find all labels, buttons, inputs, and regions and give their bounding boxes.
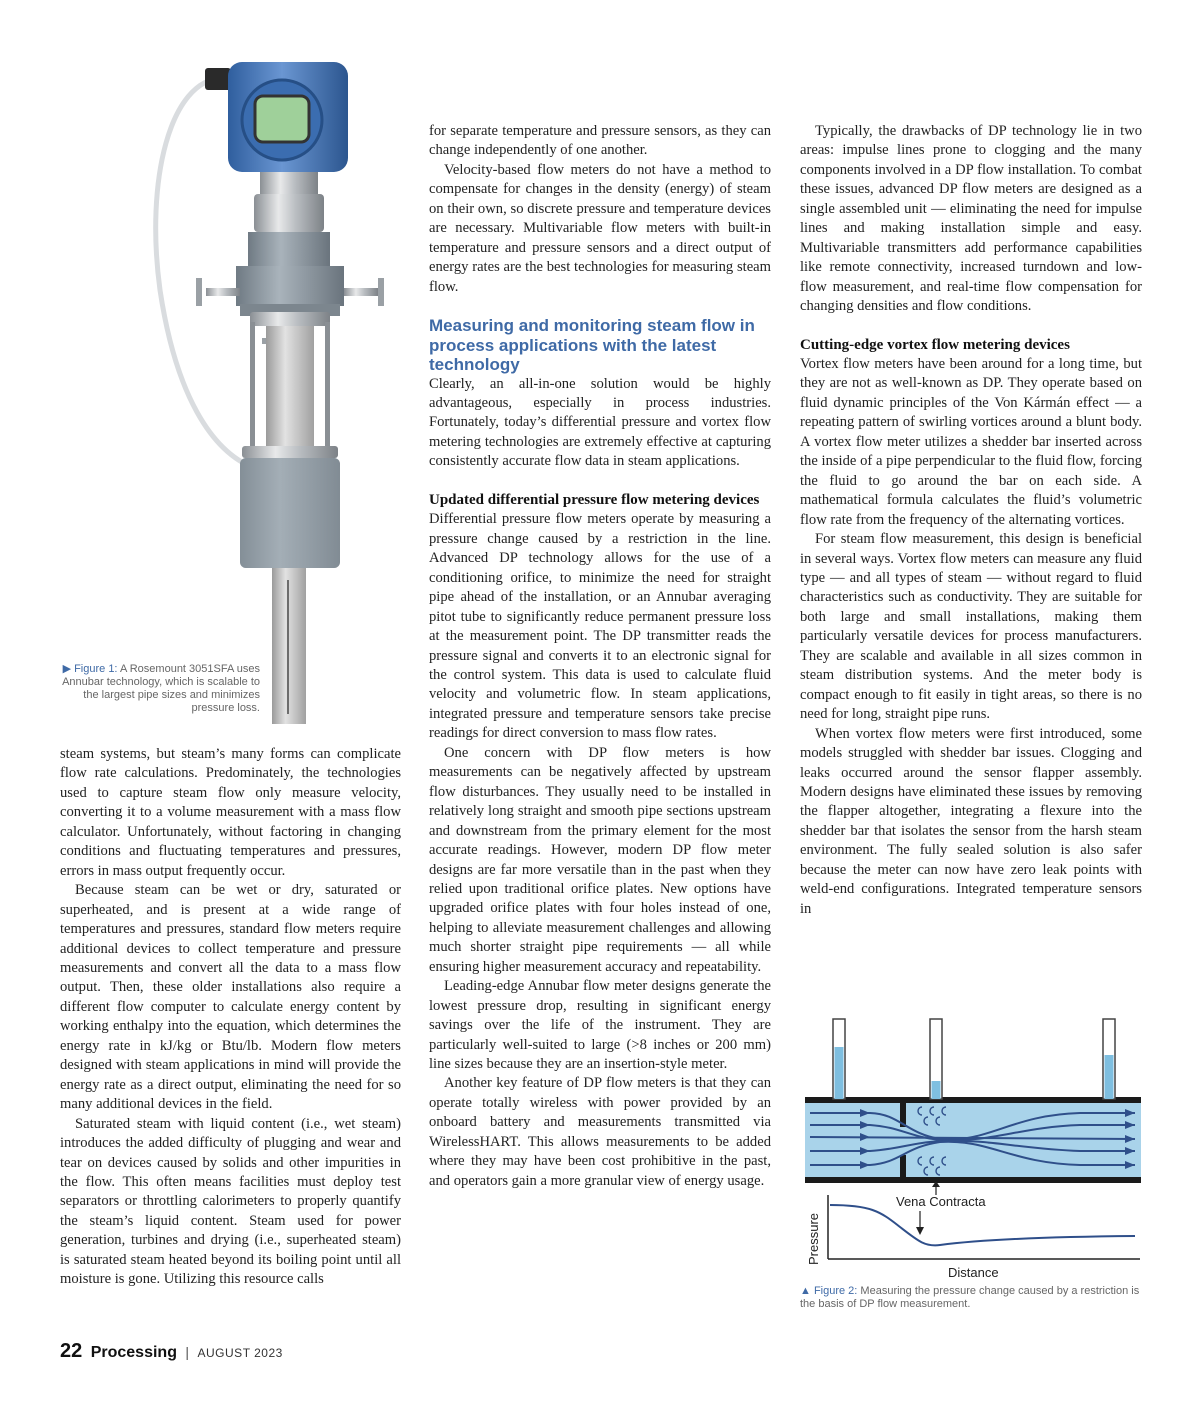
figure-2-diagram xyxy=(800,1015,1145,1280)
footer-separator: | xyxy=(185,1344,190,1360)
figure-2-label: ▲ Figure 2: xyxy=(800,1285,858,1297)
vena-contracta-label: Vena Contracta xyxy=(896,1194,986,1209)
paragraph: For steam flow measurement, this design is beneficial in several ways. Vortex flow meters can measure any fluid type — and all types of steam — without regard to fluid characteristics such as conductivity. They are suitable for both large and small installations, making them particularly versatile devices for process manufacturers. They are scalable and available in all sizes common in steam distribution systems. And the meter body is compact enough to fit easily in tight areas, so there is no need for long, straight pipe runs. xyxy=(800,531,1142,723)
figure-2-caption xyxy=(800,1285,1140,1311)
paragraph: Another key feature of DP flow meters is that they can operate totally wireless with power provided by an onboard battery and measurements transmitted via WirelessHART. This allows measurements to be added where they may have been cost prohibitive in the past, and operators gain a more granular view of energy usage. xyxy=(429,1075,771,1189)
paragraph: One concern with DP flow meters is how measurements can be negatively affected by upstream flow disturbances. They usually need to be installed in relatively long straight and smooth pipe sections upstream and downstream from the primary element for the most accurate readings. However, modern DP flow meter designs are far more versatile than in the past when they relied upon traditional orifice plates. New options have upgraded orifice plates with four holes instead of one, helping to alleviate measurement challenges and allowing much shorter straight pipe requirements — all while ensuring higher measurement accuracy and repeatability. xyxy=(429,744,771,975)
subsection-heading: Cutting-edge vortex flow metering devices xyxy=(800,336,1070,353)
paragraph: Because steam can be wet or dry, saturated or superheated, and is present at a wide range of temperatures and pressures, standard flow meters require additional devices to collect temperature and pressure measurements and convert all the data to a mass flow output. Then, these older installations also require a different flow computer to calculate energy content by working enthalpy into the equation, which determines the energy rate in kJ/kg or Btu/lb. Modern flow meters designed with steam applications in mind will provide the energy rate as a direct output, eliminating the need for so many additional devices in the field. xyxy=(60,882,401,1113)
article-column-middle xyxy=(429,122,771,1191)
publication-name: Processing xyxy=(90,1344,177,1361)
paragraph: Vortex flow meters have been around for a long time, but they are not as well-known as DP. They operate based on fluid dynamic principles of the Von Kármán effect — a repeating pattern of swirling vortices around a blunt body. A vortex flow meter utilizes a shedder bar inserted across the inside of a pipe perpendicular to the fluid flow, forcing the fluid to go around the bar on each side. A mathematical formula calculates the fluid’s volumetric flow rate from the frequency of the alternating vortices. xyxy=(800,356,1142,528)
figure-1-caption-text: A Rosemount 3051SFA uses Annubar technology, which is scalable to the largest pipe sizes and minimizes pressure loss. xyxy=(62,663,260,714)
figure-2-caption-text: Measuring the pressure change caused by a restriction is the basis of DP flow measurement. xyxy=(800,1285,1140,1310)
section-heading: Measuring and monitoring steam flow in process applications with the latest technology xyxy=(429,316,755,375)
paragraph: Differential pressure flow meters operate by measuring a pressure change caused by a restriction in the line. Advanced DP technology allows for the use of a conditioning orifice, to minimize the need for straight pipe ahead of the installation, or an Annubar averaging pitot tube to significantly reduce permanent pressure loss at the measurement point. The DP transmitter reads the pressure signal and converts it to an electronic signal for the control system. This data is used to calculate fluid velocity and volumetric flow. In steam applications, integrated pressure and temperature sensors take precise readings for direct conversion to mass flow rates. xyxy=(429,511,771,742)
pressure-axis-label: Pressure xyxy=(806,1212,821,1265)
paragraph: When vortex flow meters were first introduced, some models struggled with shedder bar issues. Clogging and leaks occurred around the sensor flapper assembly. Modern designs have eliminated these issues by removing the flapper altogether, integrating a flexure into the shedder bar that isolates the sensor from the harsh steam environment. The fully sealed solution is also safer because the meter can now have zero leak points with weld-end configurations. Integrated temperature sensors in xyxy=(800,725,1142,917)
paragraph: Typically, the drawbacks of DP technology lie in two areas: impulse lines prone to clogging and the many components involved in a DP flow installation. To combat these issues, advanced DP flow meters are designed as a single assembled unit — eliminating the need for impulse lines and making installation simple and easy. Multivariable transmitters add performance capabilities like remote connectivity, increased turndown and low-flow measurement, and real-time flow compensation for changing densities and flow conditions. xyxy=(800,123,1142,315)
distance-axis-label: Distance xyxy=(948,1265,999,1280)
paragraph: Clearly, an all-in-one solution would be highly advantageous, especially in process industries. Fortunately, today’s differential pressure and vortex flow metering technologies are extremely effective at capturing consistently accurate flow data in steam applications. xyxy=(429,375,771,470)
figure-1-label: ▶ Figure 1: xyxy=(62,663,118,675)
paragraph: for separate temperature and pressure sensors, as they can change independently of one another. xyxy=(429,123,771,159)
article-column-right xyxy=(800,122,1142,919)
page-footer xyxy=(60,1340,283,1363)
figure-1-transmitter-image xyxy=(150,60,430,730)
paragraph: steam systems, but steam’s many forms can complicate flow rate calculations. Predominately, the technologies used to capture steam flow only measure velocity, converting it to a volume measurement with a mass flow calculator. Unfortunately, without factoring in changing conditions and fluctuating temperatures and pressures, errors in mass output frequently occur. xyxy=(60,746,401,879)
paragraph: Saturated steam with liquid content (i.e., wet steam) introduces the added difficulty of plugging and wear and tear on devices caused by solids and other impurities in the flow. This often means facilities must deploy test separators or throttling calorimeters to properly quantify the steam’s liquid content. Steam used for power generation, turbines and drying (i.e., superheated steam) is saturated steam heated beyond its boiling point until all moisture is gone. Utilizing this resource calls xyxy=(60,1115,401,1288)
paragraph: Velocity-based flow meters do not have a method to compensate for changes in the density (energy) of steam on their own, so discrete pressure and temperature devices are necessary. Multivariable flow meters with built-in temperature and pressure sensors and a direct output of energy rates are the best technologies for measuring steam flow. xyxy=(429,161,771,295)
issue-date: AUGUST 2023 xyxy=(197,1346,283,1360)
paragraph: Leading-edge Annubar flow meter designs generate the lowest pressure drop, resulting in significant energy savings over the life of the instrument. They are particularly well-suited to large (>8 inches or 200 mm) line sizes because they are an insertion-style meter. xyxy=(429,978,771,1073)
article-column-left xyxy=(60,745,401,1290)
page-number: 22 xyxy=(60,1340,83,1362)
figure-1-caption xyxy=(60,663,260,715)
subsection-heading: Updated differential pressure flow metering devices xyxy=(429,491,760,508)
